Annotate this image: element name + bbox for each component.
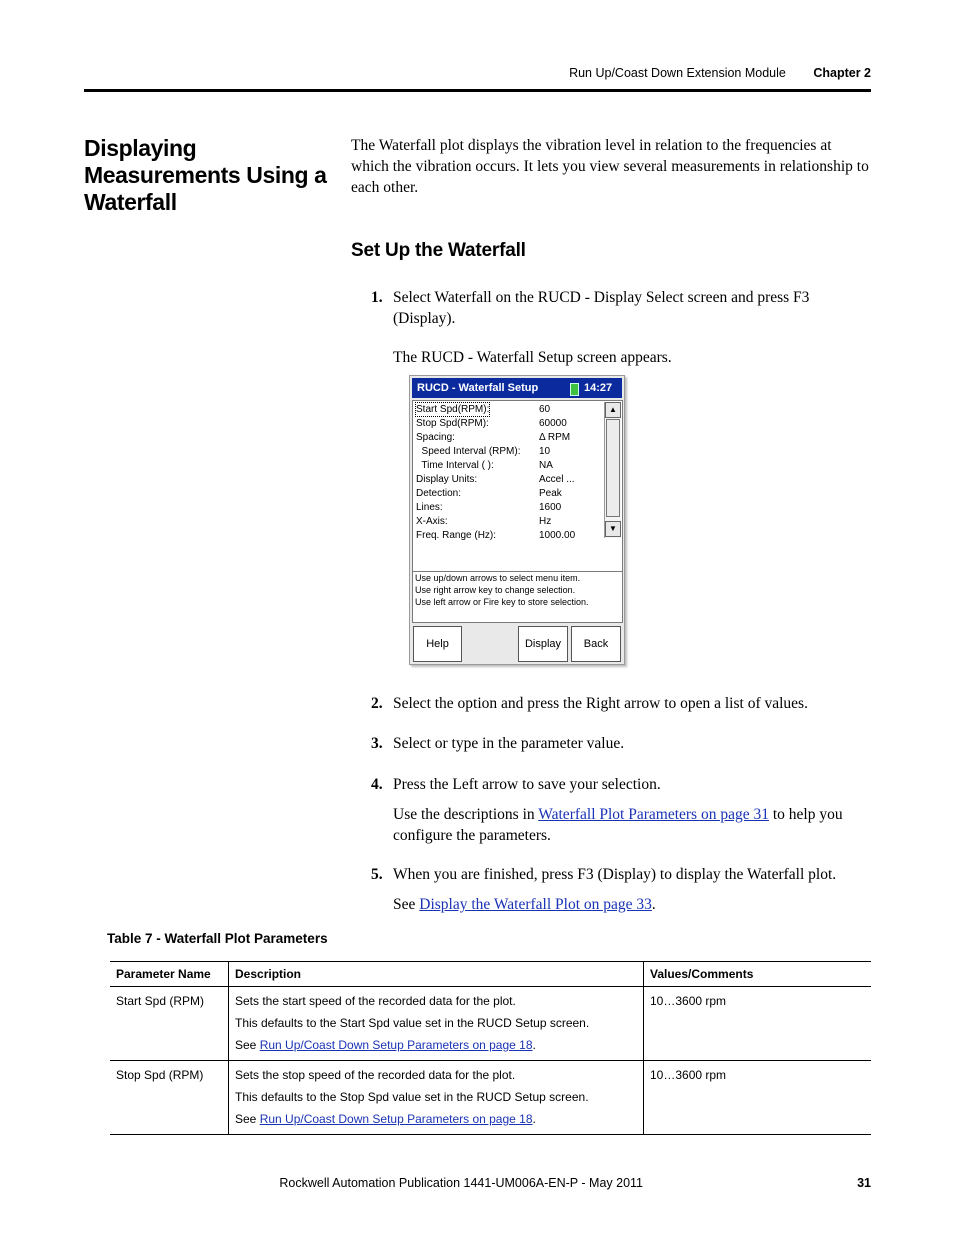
setup-parameters-link[interactable]: Run Up/Coast Down Setup Parameters on page 18 bbox=[259, 1112, 533, 1126]
device-clock: 14:27 bbox=[584, 382, 613, 394]
footer-publication: Rockwell Automation Publication 1441-UM006A-EN-P - May 2011 bbox=[279, 1176, 643, 1190]
table-header-row bbox=[110, 962, 871, 987]
parameter-description: Sets the start speed of the recorded data for the plot. This defaults to the Start Spd value set in the RUCD Setup screen. See Run Up/Coast Down Setup Parameters on page 18. bbox=[229, 987, 644, 1061]
step-text: Press the Left arrow to save your selection. bbox=[393, 776, 661, 793]
table-row bbox=[110, 1061, 871, 1135]
step-4 bbox=[371, 774, 871, 795]
step-number: 1. bbox=[371, 289, 383, 306]
step-text: Select the option and press the Right arrow to open a list of values. bbox=[393, 695, 808, 712]
subheading: Set Up the Waterfall bbox=[351, 240, 526, 261]
parameter-values: 10…3600 rpm bbox=[644, 987, 872, 1061]
display-button[interactable]: Display bbox=[518, 626, 568, 662]
step-text: Select Waterfall on the RUCD - Display Select screen and press F3 (Display). bbox=[393, 289, 810, 327]
waterfall-parameters-table bbox=[110, 961, 871, 1135]
intro-paragraph: The Waterfall plot displays the vibration level in relation to the frequencies at which the vibration occurs. It lets you view several measurements in relationship to each other. bbox=[351, 137, 869, 196]
step-1-note: The RUCD - Waterfall Setup screen appears. bbox=[393, 349, 672, 366]
step-4-note: Use the descriptions in Waterfall Plot Parameters on page 31 to help you configure the parameters. bbox=[393, 806, 843, 844]
parameter-description: Sets the stop speed of the recorded data for the plot. This defaults to the Stop Spd value set in the RUCD Setup screen. See Run Up/Coast Down Setup Parameters on page 18. bbox=[229, 1061, 644, 1135]
parameter-name: Start Spd (RPM) bbox=[110, 987, 229, 1061]
column-header: Parameter Name bbox=[110, 962, 229, 987]
step-number: 2. bbox=[371, 695, 383, 712]
step-number: 5. bbox=[371, 866, 383, 883]
column-header: Description bbox=[229, 962, 644, 987]
parameter-values: 10…3600 rpm bbox=[644, 1061, 872, 1135]
waterfall-parameters-link[interactable]: Waterfall Plot Parameters on page 31 bbox=[538, 806, 769, 823]
running-header bbox=[84, 66, 871, 84]
setup-menu-list[interactable]: Start Spd(RPM): 60 Stop Spd(RPM): 60000 Spacing: Δ RPM Speed Interval (RPM): 10 Time Interval ( ): NA Display Units: Accel ... Detection: Peak Lines: 1600 X-Axis: Hz Freq. Range (Hz): 1000.00 ▲ ▼ bbox=[412, 400, 623, 572]
step-text: When you are finished, press F3 (Display) to display the Waterfall plot. bbox=[393, 866, 837, 883]
scroll-down-arrow-icon[interactable]: ▼ bbox=[605, 521, 621, 537]
step-3 bbox=[371, 733, 871, 754]
header-section-title: Run Up/Coast Down Extension Module bbox=[569, 66, 786, 80]
setup-parameters-link[interactable]: Run Up/Coast Down Setup Parameters on page 18 bbox=[259, 1038, 533, 1052]
page-number: 31 bbox=[857, 1176, 871, 1190]
scrollbar-thumb[interactable] bbox=[606, 419, 620, 517]
header-chapter: Chapter 2 bbox=[813, 66, 871, 80]
step-1 bbox=[371, 287, 871, 329]
step-number: 4. bbox=[371, 776, 383, 793]
header-rule bbox=[84, 89, 871, 92]
section-heading: Displaying Measurements Using a Waterfall bbox=[84, 135, 327, 215]
step-text: Select or type in the parameter value. bbox=[393, 735, 625, 752]
battery-icon bbox=[570, 383, 579, 396]
column-header: Values/Comments bbox=[644, 962, 872, 987]
parameter-name: Stop Spd (RPM) bbox=[110, 1061, 229, 1135]
back-button[interactable]: Back bbox=[571, 626, 621, 662]
table-row bbox=[110, 987, 871, 1061]
step-2 bbox=[371, 693, 871, 714]
step-5-note: See Display the Waterfall Plot on page 33. bbox=[393, 896, 656, 913]
menu-scrollbar[interactable] bbox=[604, 402, 621, 538]
help-button[interactable]: Help bbox=[413, 626, 462, 662]
table-caption: Table 7 - Waterfall Plot Parameters bbox=[107, 931, 328, 946]
device-title: RUCD - Waterfall Setup bbox=[417, 382, 539, 394]
scroll-up-arrow-icon[interactable]: ▲ bbox=[605, 402, 621, 418]
step-5 bbox=[371, 864, 871, 885]
device-help-text: Use up/down arrows to select menu item. Use right arrow key to change selection. Use left arrow or Fire key to store selection. bbox=[412, 571, 623, 623]
device-title-bar bbox=[412, 378, 622, 398]
display-waterfall-plot-link[interactable]: Display the Waterfall Plot on page 33 bbox=[419, 896, 652, 913]
step-number: 3. bbox=[371, 735, 383, 752]
device-screen bbox=[409, 375, 625, 665]
